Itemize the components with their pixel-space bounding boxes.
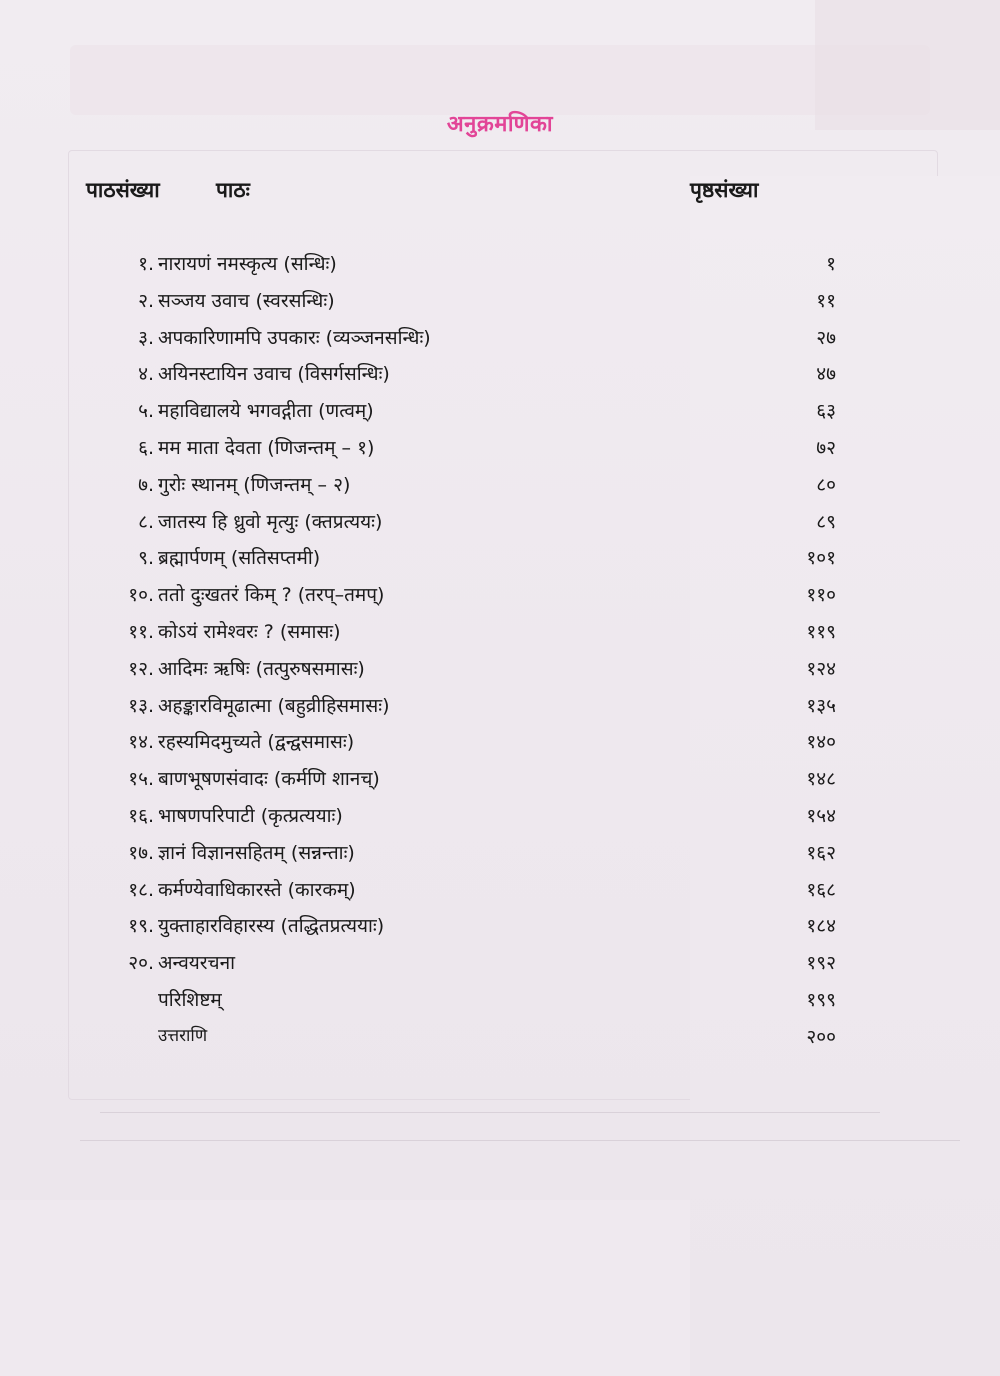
toc-entry-page: १९२ (806, 952, 836, 975)
toc-entry-number: १७. (128, 841, 154, 864)
toc-entry-title: अन्वयरचना (158, 952, 236, 975)
toc-entry (0, 581, 1000, 617)
toc-entry-page: २०० (806, 1025, 836, 1048)
toc-entry-page: १८४ (806, 915, 836, 938)
toc-entry (0, 287, 1000, 323)
toc-entry-page: ८० (816, 473, 836, 496)
toc-entry-title: ज्ञानं विज्ञानसहितम् (सन्नन्ताः) (158, 841, 355, 864)
toc-entry (0, 397, 1000, 433)
toc-entry (0, 544, 1000, 580)
toc-entry-title: नारायणं नमस्कृत्य (सन्धिः) (158, 253, 337, 275)
toc-entry-number: ६. (138, 437, 154, 459)
toc-entry-number: १२. (128, 657, 154, 680)
toc-entry (0, 324, 1000, 360)
toc-entry-page: ११९ (806, 621, 836, 643)
toc-entry-page: १४८ (806, 768, 836, 791)
toc-entry (0, 839, 1000, 875)
toc-entry (0, 765, 1000, 801)
toc-entry-number: १५. (128, 768, 154, 791)
bleed-through-band (70, 45, 930, 115)
toc-entry (0, 250, 1000, 286)
toc-entry-number: १०. (128, 584, 154, 607)
toc-entry-page: ४७ (816, 363, 836, 386)
header-lesson: पाठः (216, 178, 250, 202)
toc-entry-title: ततो दुःखतरं किम् ? (तरप्–तमप्) (158, 584, 385, 607)
toc-entry-number: २०. (128, 952, 154, 975)
toc-entry-number: ४. (138, 363, 154, 386)
toc-entry (0, 692, 1000, 728)
toc-entry-page: १३५ (806, 694, 836, 717)
toc-entry-page: १९९ (806, 989, 836, 1011)
toc-entry-page: १ (826, 253, 836, 275)
toc-entry-page: ६३ (816, 400, 836, 423)
toc-entry (0, 360, 1000, 396)
toc-entry-number: ५. (138, 400, 154, 423)
bleed-through-line (80, 1140, 960, 1141)
toc-entry-title: जातस्य हि ध्रुवो मृत्युः (क्तप्रत्ययः) (158, 510, 383, 533)
toc-entry-title: ब्रह्मार्पणम् (सतिसप्तमी) (158, 547, 321, 570)
header-lesson-number: पाठसंख्या (86, 178, 160, 202)
toc-entry-title: भाषणपरिपाटी (कृत्प्रत्ययाः) (158, 805, 343, 827)
toc-entry-title: परिशिष्टम् (158, 989, 222, 1011)
toc-entry (0, 986, 1000, 1022)
toc-entry (0, 618, 1000, 654)
toc-entry-title: मम माता देवता (णिजन्तम् – १) (158, 437, 375, 459)
toc-entry-title: उत्तराणि (158, 1025, 208, 1046)
toc-entry-title: आदिमः ऋषिः (तत्पुरुषसमासः) (158, 657, 365, 680)
toc-entry-page: १६८ (806, 878, 836, 901)
toc-entry-title: युक्ताहारविहारस्य (तद्धितप्रत्ययाः) (158, 915, 385, 938)
toc-entry-title: रहस्यमिदमुच्यते (द्वन्द्वसमासः) (158, 731, 355, 754)
toc-entry (0, 876, 1000, 912)
bleed-through-line (100, 1112, 880, 1113)
toc-entry-title: अहङ्कारविमूढात्मा (बहुव्रीहिसमासः) (158, 694, 390, 717)
toc-entry-page: २७ (816, 326, 836, 349)
toc-entry-number: १. (138, 253, 154, 275)
toc-entry-number: ७. (138, 473, 154, 496)
toc-entry (0, 1023, 1000, 1059)
toc-entry-page: १०१ (806, 547, 836, 570)
toc-entry-page: ११० (806, 584, 836, 607)
toc-entry-title: कर्मण्येवाधिकारस्ते (कारकम्) (158, 878, 356, 901)
page-title: अनुक्रमणिका (446, 112, 554, 137)
toc-entry-number: ३. (138, 326, 154, 349)
toc-entry (0, 508, 1000, 544)
toc-entry-number: १९. (128, 915, 154, 938)
toc-entry-page: १६२ (806, 841, 836, 864)
toc-entry (0, 728, 1000, 764)
toc-entry-page: १२४ (806, 657, 836, 680)
toc-entry-title: महाविद्यालये भगवद्गीता (णत्वम्) (158, 400, 374, 423)
toc-entry-title: गुरोः स्थानम् (णिजन्तम् – २) (158, 473, 351, 496)
toc-entry (0, 434, 1000, 470)
toc-entry-number: ९. (138, 547, 154, 570)
toc-entry-number: १३. (128, 694, 154, 717)
toc-entry (0, 655, 1000, 691)
toc-entry-page: ७२ (816, 437, 836, 459)
toc-entry (0, 802, 1000, 838)
toc-entry (0, 471, 1000, 507)
toc-entry-title: अपकारिणामपि उपकारः (व्यञ्जनसन्धिः) (158, 326, 431, 349)
toc-entry-title: अयिनस्टायिन उवाच (विसर्गसन्धिः) (158, 363, 390, 386)
toc-entry-number: ८. (138, 510, 154, 533)
header-page-number: पृष्ठसंख्या (690, 176, 1000, 1376)
toc-entry-number: १६. (128, 805, 154, 827)
toc-entry-page: १४० (806, 731, 836, 754)
toc-entry-page: ८९ (816, 510, 836, 533)
toc-entry-title: सञ्जय उवाच (स्वरसन्धिः) (158, 289, 335, 312)
toc-entry-page: १५४ (806, 805, 836, 827)
toc-entry-number: १४. (128, 731, 154, 754)
toc-entry-number: १८. (128, 878, 154, 901)
toc-entry-page: ११ (816, 289, 836, 312)
toc-entry (0, 949, 1000, 985)
toc-entry-number: ११. (128, 621, 154, 643)
toc-entry (0, 912, 1000, 948)
toc-entry-number: २. (138, 289, 154, 312)
toc-entry-title: कोऽयं रामेश्वरः ? (समासः) (158, 621, 341, 643)
toc-entry-title: बाणभूषणसंवादः (कर्मणि शानच्) (158, 768, 380, 791)
